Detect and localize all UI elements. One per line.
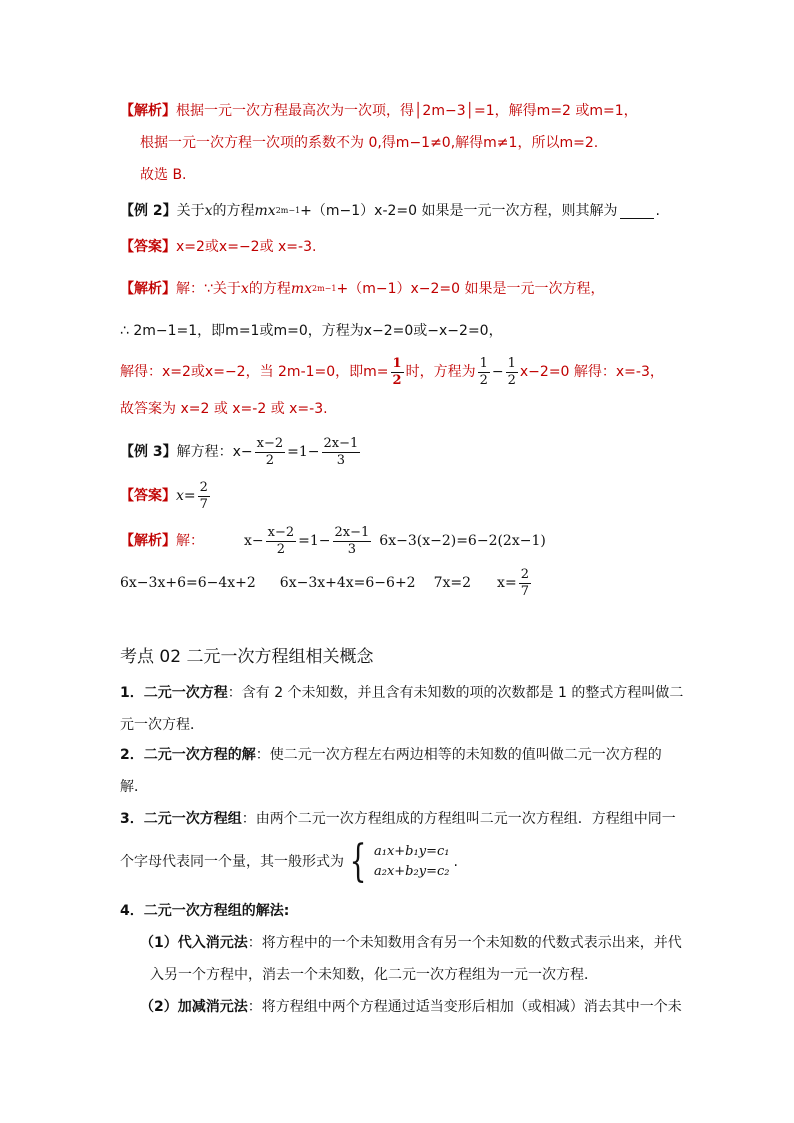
expr-a: x− xyxy=(244,533,264,549)
item-num: 3． xyxy=(120,811,144,827)
solution-because: ∵关于 xyxy=(204,281,241,297)
example-3 xyxy=(120,432,362,472)
fraction xyxy=(198,480,210,513)
item-end: . xyxy=(453,854,458,870)
frac-num: 2 xyxy=(520,566,529,582)
item-term: 二元一次方程组的解法: xyxy=(143,903,290,919)
fraction-half-3 xyxy=(506,356,518,389)
fraction-half-2 xyxy=(478,356,490,389)
frac-den: 7 xyxy=(199,496,208,512)
fraction xyxy=(255,436,286,469)
frac-den: 2 xyxy=(276,541,286,557)
frac-num: x−2 xyxy=(256,435,284,451)
frac-den: 7 xyxy=(520,583,529,599)
system-row-2: a₂x+b₂y=c₂ xyxy=(374,864,450,879)
frac-den: 2 xyxy=(265,452,275,468)
item-1 xyxy=(120,682,683,704)
minus: − xyxy=(491,364,504,380)
example-2-rest: +（m−1）x-2=0 如果是一元一次方程，则其解为 xyxy=(300,203,618,219)
example-3-text: 解方程：x− xyxy=(176,444,253,460)
solution-mid: 的方程 xyxy=(248,281,291,297)
step-1: 6x−3x+6=6−4x+2 xyxy=(120,575,256,591)
solution-solve: 解： xyxy=(176,533,204,549)
answer-3 xyxy=(120,476,212,516)
item-1-cont: 元一次方程． xyxy=(120,717,204,733)
solution-2-line-2: ∴ 2m−1=1，即m=1或m=0，方程为x−2=0或−x−2=0， xyxy=(120,323,503,339)
answer-2-text: x=2或x=−2或 x=-3. xyxy=(176,239,317,255)
solution-2-line-1: 【解析】 解： ∵关于 x 的方程 mx 2m−1 +（m−1）x−2=0 如果是一元一次方程， xyxy=(120,278,605,300)
item-text: ：使二元一次方程左右两边相等的未知数的值叫做二元一次方程的 xyxy=(255,747,662,763)
section-title: 考点 02 二元一次方程组相关概念 xyxy=(120,647,374,667)
method-num: （1） xyxy=(140,935,178,951)
analysis-text: 根据一元一次方程最高次为一次项，得│2m−3│=1，解得m=2 或m=1， xyxy=(176,103,638,119)
method-num: （2） xyxy=(140,999,178,1015)
system-row-1: a₁x+b₁y=c₁ xyxy=(374,844,450,859)
method-term: 代入消元法 xyxy=(177,935,248,951)
item-term: 二元一次方程组 xyxy=(143,811,242,827)
step-4: x= xyxy=(497,575,517,591)
frac-den: 2 xyxy=(392,372,402,388)
frac-num: x−2 xyxy=(267,524,295,540)
frac-den: 2 xyxy=(507,372,516,388)
answer-tag: 【答案】 xyxy=(120,488,176,504)
item-4 xyxy=(120,900,289,922)
term-mx: mx xyxy=(254,203,276,219)
frac-num: 2x−1 xyxy=(334,524,370,540)
frac-den: 2 xyxy=(479,372,488,388)
analysis-line-1 xyxy=(120,100,638,122)
fraction xyxy=(266,525,297,558)
item-text: ：由两个二元一次方程组成的方程组叫二元一次方程组．方程组中同一 xyxy=(241,811,676,827)
step-2: 6x−3x+4x=6−6+2 xyxy=(279,575,416,591)
item-2 xyxy=(120,744,662,766)
frac-num: 1 xyxy=(479,355,488,371)
solution-3-line-1 xyxy=(120,520,546,562)
equals: =1− xyxy=(287,444,320,460)
frac-den: 3 xyxy=(347,541,357,557)
solution-l3d: x−2=0 解得：x=-3， xyxy=(519,364,664,380)
method-term: 加减消元法 xyxy=(177,999,248,1015)
frac-num: 1 xyxy=(507,355,516,371)
analysis-line-3: 故选 B. xyxy=(140,167,187,183)
frac-den: 3 xyxy=(336,452,346,468)
analysis-line-2: 根据一元一次方程一次项的系数不为 0,得m−1≠0,解得m≠1，所以m=2. xyxy=(140,135,599,151)
solution-solve: 解： xyxy=(176,281,204,297)
item-num: 2． xyxy=(120,747,144,763)
frac-num: 1 xyxy=(392,355,402,371)
item-text: ：含有 2 个未知数，并且含有未知数的项的次数都是 1 的整式方程叫做二 xyxy=(227,685,684,701)
fraction xyxy=(519,567,531,600)
item-3-cont xyxy=(120,838,458,886)
term-mx: mx xyxy=(290,281,312,297)
method-2 xyxy=(140,996,682,1018)
equation-system xyxy=(344,836,450,887)
solution-2-line-4: 故答案为 x=2 或 x=-2 或 x=-3. xyxy=(120,401,328,417)
solution-l3a: 解得：x=2或x=−2，当 2m-1=0，即m= xyxy=(120,364,389,380)
var-x: x xyxy=(240,281,249,297)
method-text: ：将方程组中两个方程通过适当变形后相加（或相减）消去其中一个未 xyxy=(247,999,682,1015)
answer-tag: 【答案】 xyxy=(120,239,176,255)
solution-2-line-3 xyxy=(120,352,664,392)
analysis-tag: 【解析】 xyxy=(120,103,176,119)
frac-num: 2 xyxy=(199,479,208,495)
expr-c: 6x−3(x−2)=6−2(2x−1) xyxy=(379,533,546,549)
fraction xyxy=(333,525,372,558)
example-2-pre: 关于 xyxy=(176,203,205,219)
answer-blank xyxy=(620,204,654,219)
example-2-tag: 【例 2】 xyxy=(120,203,177,219)
solution-3-line-2 xyxy=(120,562,533,604)
method-1 xyxy=(140,932,682,954)
example-2-end: . xyxy=(655,203,660,219)
solution-tag: 【解析】 xyxy=(120,533,176,549)
item-num: 4． xyxy=(120,903,144,919)
item-term: 二元一次方程的解 xyxy=(143,747,256,763)
item-3 xyxy=(120,808,676,830)
fraction-half xyxy=(391,356,404,389)
method-text: ：将方程中的一个未知数用含有另一个未知数的代数式表示出来，并代 xyxy=(247,935,682,951)
fraction xyxy=(322,436,361,469)
example-2-mid: 的方程 xyxy=(212,203,255,219)
step-3: 7x=2 xyxy=(433,575,472,591)
method-1-cont: 入另一个方程中，消去一个未知数，化二元一次方程组为一元一次方程． xyxy=(150,967,598,983)
item-term: 二元一次方程 xyxy=(143,685,228,701)
item-text: 个字母代表同一个量，其一般形式为 xyxy=(120,854,344,870)
brace-icon: { xyxy=(349,836,367,887)
item-2-cont: 解． xyxy=(120,779,148,795)
item-num: 1． xyxy=(120,685,144,701)
solution-tag: 【解析】 xyxy=(120,281,176,297)
example-3-tag: 【例 3】 xyxy=(120,444,177,460)
example-2: 【例 2】 关于 x 的方程 mx 2m−1 +（m−1）x-2=0 如果是一元一次方程，则其解为 . xyxy=(120,200,660,222)
solution-l3b: 时，方程为 xyxy=(405,364,476,380)
expr-b: =1− xyxy=(298,533,331,549)
var-x: x xyxy=(204,203,213,219)
solution-rest: +（m−1）x−2=0 如果是一元一次方程， xyxy=(336,281,605,297)
frac-num: 2x−1 xyxy=(323,435,359,451)
answer-2 xyxy=(120,236,316,258)
answer-3-pre: x= xyxy=(176,488,196,504)
